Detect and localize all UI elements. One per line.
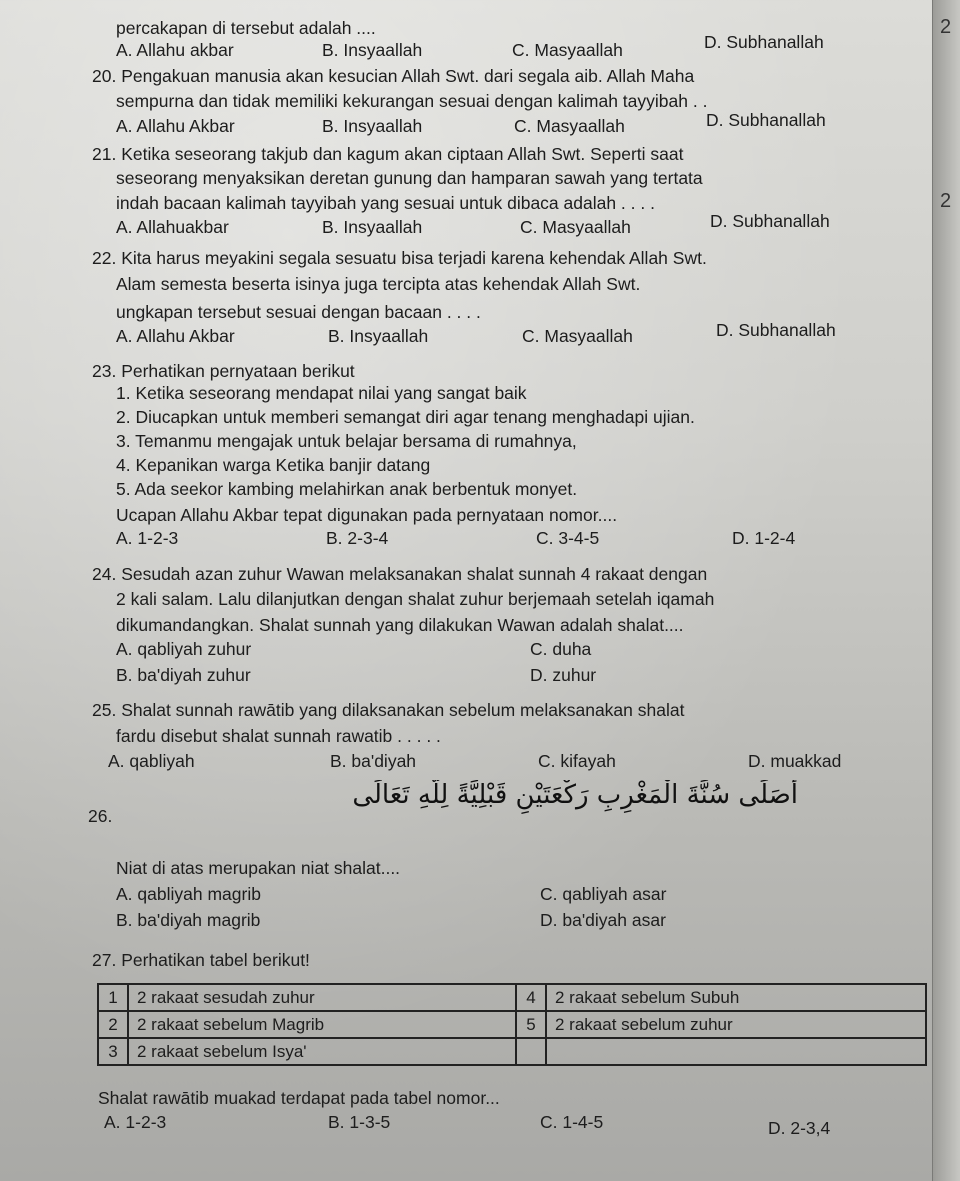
question-line: 2 kali salam. Lalu dilanjutkan dengan shalat zuhur berjemaah setelah iqamah: [116, 589, 715, 609]
table-cell-number: 3: [98, 1038, 128, 1065]
option-c: C. duha: [530, 639, 592, 659]
question-line: ungkapan tersebut sesuai dengan bacaan . . . .: [116, 302, 481, 322]
statement-item: 3. Temanmu mengajak untuk belajar bersama di rumahnya,: [116, 431, 577, 451]
option-d: D. ba'diyah asar: [540, 910, 666, 930]
option-b: B. Insyaallah: [322, 217, 423, 237]
option-d: D. zuhur: [530, 665, 597, 685]
statement-item: 4. Kepanikan warga Ketika banjir datang: [116, 455, 431, 475]
table-cell-number: 1: [98, 984, 128, 1011]
option-d: D. muakkad: [748, 751, 842, 771]
table-cell-text: 2 rakaat sebelum Magrib: [128, 1011, 516, 1038]
next-page-number: 2: [940, 190, 952, 212]
option-a: A. qabliyah: [108, 751, 195, 771]
option-a: A. qabliyah zuhur: [116, 639, 252, 659]
question-line: fardu disebut shalat sunnah rawatib . . . . .: [116, 726, 441, 746]
question-line: 24. Sesudah azan zuhur Wawan melaksanakan shalat sunnah 4 rakaat dengan: [92, 564, 708, 584]
table-cell-text: [546, 1038, 926, 1065]
option-c: C. Masyaallah: [520, 217, 631, 237]
table-row: [98, 984, 926, 1011]
option-b: B. ba'diyah zuhur: [116, 665, 251, 685]
rawatib-table: [97, 983, 927, 1066]
question-stem: Niat di atas merupakan niat shalat....: [116, 858, 401, 878]
table-cell-number: 2: [98, 1011, 128, 1038]
question-line: dikumandangkan. Shalat sunnah yang dilakukan Wawan adalah shalat....: [116, 615, 684, 635]
statement-item: 2. Diucapkan untuk memberi semangat diri agar tenang menghadapi ujian.: [116, 407, 695, 427]
question-line: 23. Perhatikan pernyataan berikut: [92, 361, 355, 381]
option-d: D. Subhanallah: [716, 320, 836, 340]
question-line: seseorang menyaksikan deretan gunung dan hamparan sawah yang tertata: [116, 168, 703, 188]
option-a: A. Allahu Akbar: [116, 116, 235, 136]
option-c: C. 3-4-5: [536, 528, 600, 548]
option-c: C. Masyaallah: [512, 40, 623, 60]
option-d: D. Subhanallah: [704, 32, 824, 52]
option-a: A. 1-2-3: [116, 528, 179, 548]
option-b: B. Insyaallah: [328, 326, 429, 346]
option-b: B. ba'diyah magrib: [116, 910, 261, 930]
question-line: sempurna dan tidak memiliki kekurangan sesuai dengan kalimah tayyibah . .: [116, 91, 708, 111]
option-b: B. ba'diyah: [330, 751, 417, 771]
option-d: D. Subhanallah: [706, 110, 826, 130]
option-a: A. Allahuakbar: [116, 217, 229, 237]
question-line: 22. Kita harus meyakini segala sesuatu bisa terjadi karena kehendak Allah Swt.: [92, 248, 707, 268]
option-d: D. 1-2-4: [732, 528, 796, 548]
statement-item: 1. Ketika seseorang mendapat nilai yang sangat baik: [116, 383, 527, 403]
option-b: B. Insyaallah: [322, 40, 423, 60]
next-page-number: 2: [940, 16, 952, 38]
option-d: D. 2-3,4: [768, 1118, 831, 1138]
question-line: 25. Shalat sunnah rawātib yang dilaksanakan sebelum melaksanakan shalat: [92, 700, 685, 720]
question-line: indah bacaan kalimah tayyibah yang sesuai untuk dibaca adalah . . . .: [116, 193, 655, 213]
table-cell-text: 2 rakaat sesudah zuhur: [128, 984, 516, 1011]
table-cell-text: 2 rakaat sebelum Isya': [128, 1038, 516, 1065]
table-cell-text: 2 rakaat sebelum zuhur: [546, 1011, 926, 1038]
statement-item: 5. Ada seekor kambing melahirkan anak berbentuk monyet.: [116, 479, 578, 499]
option-a: A. 1-2-3: [104, 1112, 167, 1132]
option-b: B. 2-3-4: [326, 528, 389, 548]
option-c: C. qabliyah asar: [540, 884, 667, 904]
question-stem: 27. Perhatikan tabel berikut!: [92, 950, 310, 970]
table-cell-number: 4: [516, 984, 546, 1011]
option-d: D. Subhanallah: [710, 211, 830, 231]
table-cell-number: [516, 1038, 546, 1065]
question-stem: percakapan di tersebut adalah ....: [116, 18, 376, 38]
table-row: [98, 1038, 926, 1065]
option-a: A. Allahu akbar: [116, 40, 234, 60]
table-cell-text: 2 rakaat sebelum Subuh: [546, 984, 926, 1011]
option-c: C. Masyaallah: [514, 116, 625, 136]
question-line: Alam semesta beserta isinya juga tercipta atas kehendak Allah Swt.: [116, 274, 641, 294]
option-b: B. 1-3-5: [328, 1112, 391, 1132]
question-line: Shalat rawātib muakad terdapat pada tabel nomor...: [98, 1088, 500, 1108]
option-c: C. 1-4-5: [540, 1112, 604, 1132]
option-c: C. Masyaallah: [522, 326, 633, 346]
question-line: 21. Ketika seseorang takjub dan kagum akan ciptaan Allah Swt. Seperti saat: [92, 144, 684, 164]
question-number: 26.: [88, 806, 113, 826]
option-c: C. kifayah: [538, 751, 616, 771]
question-line: 20. Pengakuan manusia akan kesucian Allah Swt. dari segala aib. Allah Maha: [92, 66, 695, 86]
table-cell-number: 5: [516, 1011, 546, 1038]
page-fold-edge: [932, 0, 960, 1181]
option-a: A. Allahu Akbar: [116, 326, 235, 346]
question-line: Ucapan Allahu Akbar tepat digunakan pada pernyataan nomor....: [116, 505, 618, 525]
option-a: A. qabliyah magrib: [116, 884, 261, 904]
arabic-niat-text: أُصَلِّى سُنَّةَ الْمَغْرِبِ رَكْعَتَيْنِ قَبْلِيَّةً لِلَّهِ تَعَالَى: [352, 780, 798, 810]
option-b: B. Insyaallah: [322, 116, 423, 136]
table-row: [98, 1011, 926, 1038]
